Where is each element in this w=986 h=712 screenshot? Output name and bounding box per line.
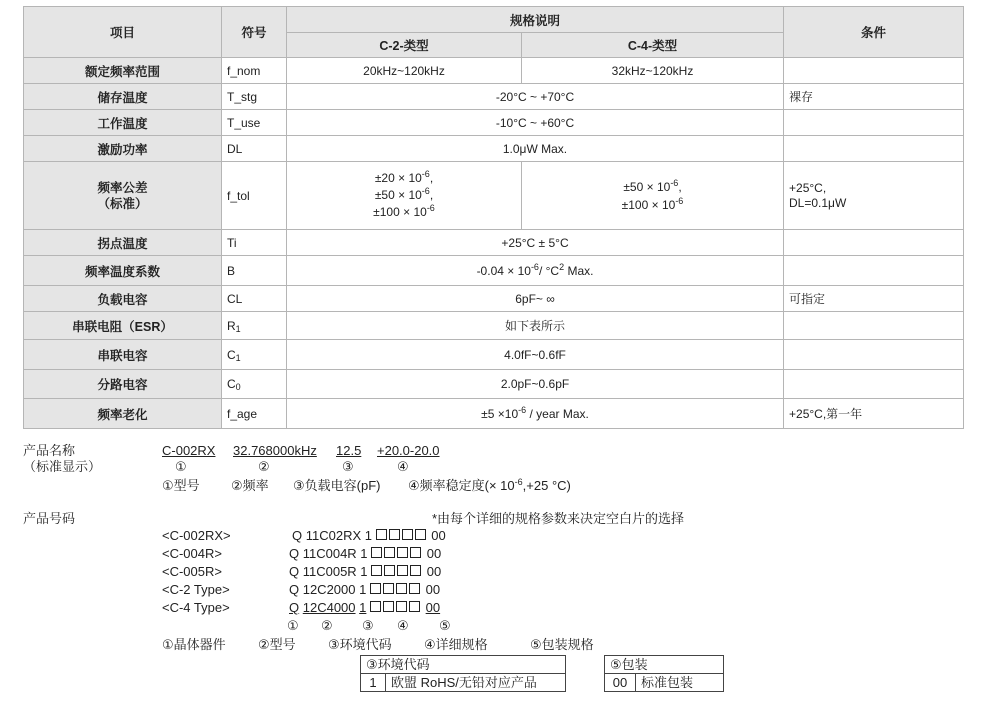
header-condition: 条件 bbox=[784, 7, 964, 58]
tol-value: $\pm 50 \times 10^{-6}$, bbox=[623, 177, 682, 194]
row-name: 激励功率 bbox=[24, 136, 222, 162]
tol-value: $\pm 50 \times 10^{-6}$, bbox=[374, 186, 434, 202]
legend-item: ③负载电容(pF) bbox=[293, 478, 381, 493]
code-number-marker: ④ bbox=[397, 618, 409, 633]
row-name: 串联电容 bbox=[24, 340, 222, 370]
row-name: 负载电容 bbox=[24, 286, 222, 312]
model-name: <C-005R> bbox=[162, 564, 222, 579]
code-legend-item: ③环境代码 bbox=[328, 637, 392, 652]
cond-line: +25°C, bbox=[789, 180, 827, 195]
row-value: 4.0fF~0.6fF bbox=[287, 340, 784, 370]
row-symbol: f_tol bbox=[222, 162, 287, 230]
tol-value: $\pm 100 \times 10^{-6}$ bbox=[621, 195, 684, 212]
model-code: Q 11C005R 1 00 bbox=[289, 564, 442, 579]
table-row bbox=[24, 399, 964, 429]
code-legend-item: ①晶体器件 bbox=[162, 637, 226, 652]
row-name-line1: 频率公差 bbox=[97, 180, 148, 195]
row-c4-value: 32kHz~120kHz bbox=[522, 58, 784, 84]
part-number-marker: ② bbox=[258, 459, 270, 474]
code-legend-item: ⑤包装规格 bbox=[530, 637, 594, 652]
row-name: 频率老化 bbox=[24, 399, 222, 429]
table-row bbox=[24, 370, 964, 399]
product-name-part: 32.768000kHz bbox=[233, 443, 317, 458]
row-value: +25°C ± 5°C bbox=[287, 230, 784, 256]
row-value: $-0.04 \times 10^{-6}/$ $^\circ C^2$ Max. bbox=[287, 256, 784, 286]
header-spec: 规格说明 bbox=[287, 7, 784, 33]
package-header: ⑤包装 bbox=[605, 656, 724, 674]
code-legend-item: ②型号 bbox=[258, 637, 296, 652]
header-c2-type: C-2-类型 bbox=[287, 33, 522, 58]
row-symbol: T_use bbox=[222, 110, 287, 136]
row-condition bbox=[784, 230, 964, 256]
row-name: 拐点温度 bbox=[24, 230, 222, 256]
env-code-table bbox=[360, 655, 566, 692]
row-condition: 裸存 bbox=[784, 84, 964, 110]
row-name: 工作温度 bbox=[24, 110, 222, 136]
row-value: -20°C ~ +70°C bbox=[287, 84, 784, 110]
table-row bbox=[24, 162, 964, 230]
package-desc: 标准包装 bbox=[636, 674, 724, 692]
row-symbol: B bbox=[222, 256, 287, 286]
legend-item: ②频率 bbox=[231, 478, 269, 493]
row-symbol: $C_0$ bbox=[222, 370, 287, 399]
part-number-marker: ① bbox=[175, 459, 187, 474]
env-code-desc: 欧盟 RoHS/无铅对应产品 bbox=[386, 674, 566, 692]
table-row bbox=[24, 110, 964, 136]
row-condition: 可指定 bbox=[784, 286, 964, 312]
row-symbol: $C_1$ bbox=[222, 340, 287, 370]
row-name: 串联电阻（ESR） bbox=[24, 312, 222, 340]
env-code-value: 1 bbox=[361, 674, 386, 692]
table-row bbox=[24, 58, 964, 84]
tol-value: $\pm 100 \times 10^{-6}$ bbox=[373, 203, 435, 219]
row-value: 2.0pF~0.6pF bbox=[287, 370, 784, 399]
legend-item: ①型号 bbox=[162, 478, 200, 493]
cond-line: DL=0.1μW bbox=[789, 195, 847, 210]
row-name: 额定频率范围 bbox=[24, 58, 222, 84]
product-code-label: 产品号码 bbox=[23, 511, 76, 526]
model-code: Q 12C2000 1 00 bbox=[289, 582, 441, 597]
product-name-part: C-002RX bbox=[162, 443, 216, 458]
env-code-header: ③环境代码 bbox=[361, 656, 566, 674]
code-number-marker: ③ bbox=[362, 618, 374, 633]
row-value: -10°C ~ +60°C bbox=[287, 110, 784, 136]
package-table bbox=[604, 655, 724, 692]
row-symbol: CL bbox=[222, 286, 287, 312]
product-name-part: +20.0-20.0 bbox=[377, 443, 440, 458]
row-name: 频率温度系数 bbox=[24, 256, 222, 286]
table-row bbox=[24, 136, 964, 162]
row-value: 1.0μW Max. bbox=[287, 136, 784, 162]
model-name: <C-004R> bbox=[162, 546, 222, 561]
header-symbol: 符号 bbox=[222, 7, 287, 58]
row-value: 6pF~ ∞ bbox=[287, 286, 784, 312]
row-condition bbox=[784, 256, 964, 286]
row-name: 储存温度 bbox=[24, 84, 222, 110]
row-condition bbox=[784, 312, 964, 340]
row-symbol: f_age bbox=[222, 399, 287, 429]
row-symbol: Ti bbox=[222, 230, 287, 256]
row-c2-value bbox=[287, 162, 522, 230]
table-row bbox=[24, 286, 964, 312]
row-condition bbox=[784, 162, 964, 230]
model-code: Q 11C004R 1 00 bbox=[289, 546, 442, 561]
row-value: 如下表所示 bbox=[287, 312, 784, 340]
code-legend-item: ④详细规格 bbox=[424, 637, 488, 652]
row-condition bbox=[784, 370, 964, 399]
row-name: 分路电容 bbox=[24, 370, 222, 399]
row-symbol: f_nom bbox=[222, 58, 287, 84]
row-symbol: T_stg bbox=[222, 84, 287, 110]
table-row bbox=[24, 340, 964, 370]
model-code: Q 11C02RX 1 00 bbox=[292, 528, 446, 543]
spec-table bbox=[23, 6, 964, 429]
row-symbol: $R_1$ bbox=[222, 312, 287, 340]
row-c4-value bbox=[522, 162, 784, 230]
table-row bbox=[24, 256, 964, 286]
row-value: $\pm 5 \times 10^{-6}$ / year Max. bbox=[287, 399, 784, 429]
row-condition bbox=[784, 110, 964, 136]
part-number-marker: ③ bbox=[342, 459, 354, 474]
header-item: 项目 bbox=[24, 7, 222, 58]
part-number-marker: ④ bbox=[397, 459, 409, 474]
row-condition bbox=[784, 58, 964, 84]
model-name: <C-002RX> bbox=[162, 528, 231, 543]
package-code: 00 bbox=[605, 674, 636, 692]
code-number-marker: ⑤ bbox=[439, 618, 451, 633]
tol-value: $\pm 20 \times 10^{-6}$, bbox=[374, 169, 434, 185]
model-code: Q 12C4000 1 00 bbox=[289, 600, 441, 615]
row-condition: +25°C,第一年 bbox=[784, 399, 964, 429]
product-code-note: *由每个详细的规格参数来决定空白片的选择 bbox=[432, 511, 685, 526]
model-name: <C-4 Type> bbox=[162, 600, 230, 615]
product-name-label: 产品名称 bbox=[23, 443, 76, 458]
table-row bbox=[24, 312, 964, 340]
row-name bbox=[24, 162, 222, 230]
row-condition bbox=[784, 340, 964, 370]
row-condition bbox=[784, 136, 964, 162]
row-c2-value: 20kHz~120kHz bbox=[287, 58, 522, 84]
code-number-marker: ① bbox=[287, 618, 299, 633]
legend-item: ④频率稳定度(× $10^{-6},+25$ °C) bbox=[408, 477, 571, 493]
header-c4-type: C-4-类型 bbox=[522, 33, 784, 58]
table-row bbox=[24, 84, 964, 110]
code-number-marker: ② bbox=[321, 618, 333, 633]
product-name-label-sub: （标准显示） bbox=[23, 459, 102, 474]
row-name-line2: （标准） bbox=[97, 196, 148, 211]
model-name: <C-2 Type> bbox=[162, 582, 230, 597]
row-symbol: DL bbox=[222, 136, 287, 162]
product-name-part: 12.5 bbox=[336, 443, 362, 458]
table-row bbox=[24, 230, 964, 256]
